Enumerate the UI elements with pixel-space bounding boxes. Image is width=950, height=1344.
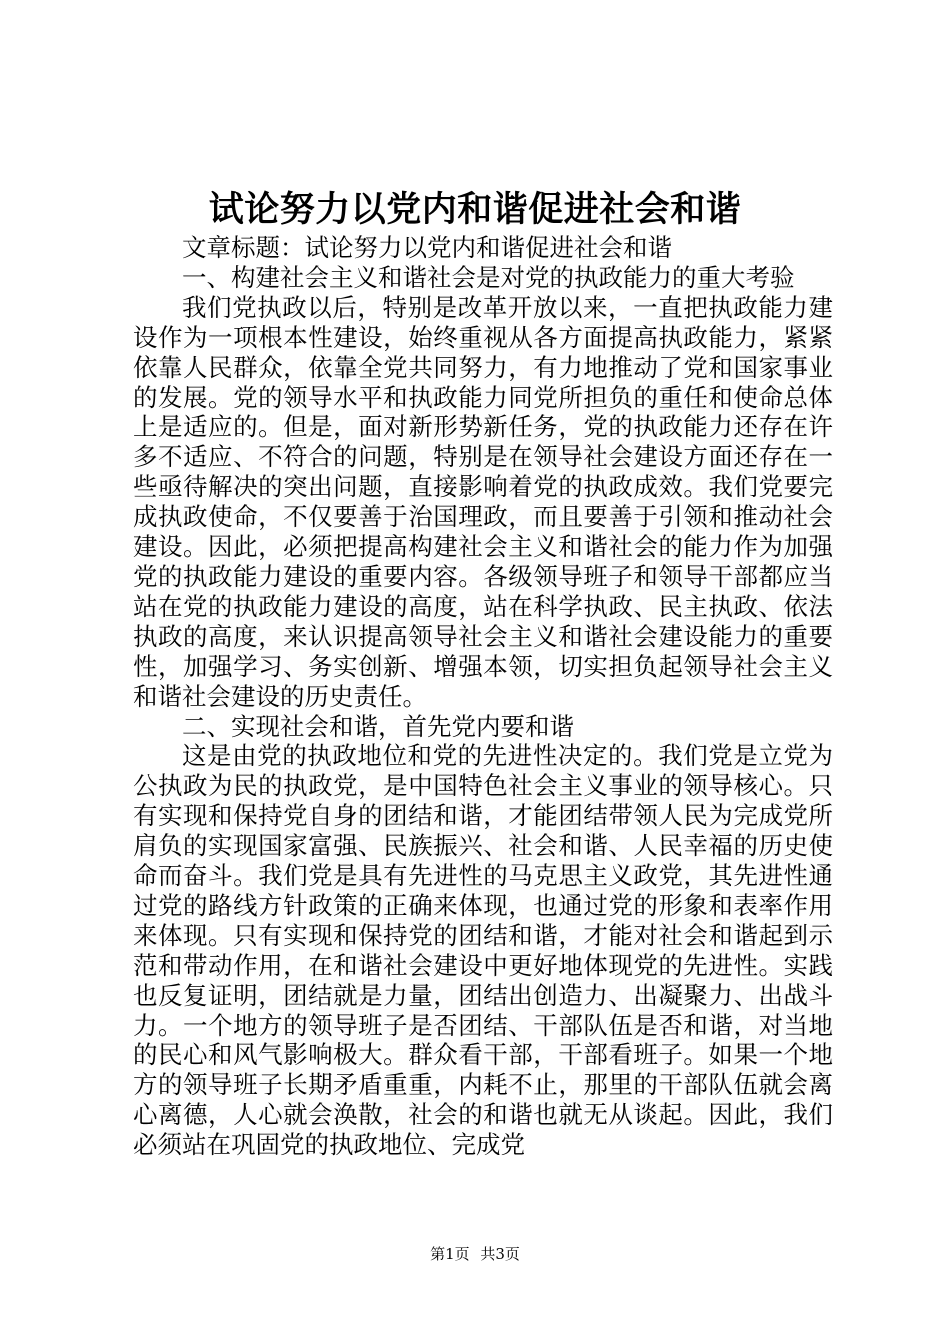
paragraph-section-one-body: 我们党执政以后，特别是改革开放以来，一直把执政能力建设作为一项根本性建设，始终重视从各方面提高执政能力，紧紧依靠人民群众，依靠全党共同努力，有力地推动了党和国家事业的发展。党的领导水平和执政能力同党所担负的重任和使命总体上是适应的。但是，面对新形势新任务，党的执政能力还存在许多不适应、不符合的问题，特别是在领导社会建设方面还存在一些亟待解决的突出问题，直接影响着党的执政成效。我们党要完成执政使命，不仅要善于治国理政，而且要善于引领和推动社会建设。因此，必须把提高构建社会主义和谐社会的能力作为加强党的执政能力建设的重要内容。各级领导班子和领导干部都应当站在党的执政能力建设的高度，站在科学执政、民主执政、依法执政的高度，来认识提高领导社会主义和谐社会建设能力的重要性，加强学习、务实创新、增强本领，切实担负起领导社会主义和谐社会建设的历史责任。 (133, 292, 833, 711)
document-title: 试论努力以党内和谐促进社会和谐 (208, 190, 742, 230)
paragraph-section-one-heading: 一、构建社会主义和谐社会是对党的执政能力的重大考验 (182, 262, 795, 292)
page-total: 共3页 (480, 1245, 520, 1263)
page-number: 第1页 (430, 1245, 470, 1263)
paragraph-section-two-heading: 二、实现社会和谐，首先党内要和谐 (182, 711, 574, 741)
document-body (133, 233, 833, 1160)
paragraph-section-two-body: 这是由党的执政地位和党的先进性决定的。我们党是立党为公执政为民的执政党，是中国特色社会主义事业的领导核心。只有实现和保持党自身的团结和谐，才能团结带领人民为完成党所肩负的实现国家富强、民族振兴、社会和谐、人民幸福的历史使命而奋斗。我们党是具有先进性的马克思主义政党，其先进性通过党的路线方针政策的正确来体现，也通过党的形象和表率作用来体现。只有实现和保持党的团结和谐，才能对社会和谐起到示范和带动作用，在和谐社会建设中更好地体现党的先进性。实践也反复证明，团结就是力量，团结出创造力、出凝聚力、出战斗力。一个地方的领导班子是否团结、干部队伍是否和谐，对当地的民心和风气影响极大。群众看干部，干部看班子。如果一个地方的领导班子长期矛盾重重，内耗不止，那里的干部队伍就会离心离德，人心就会涣散，社会的和谐也就无从谈起。因此，我们必须站在巩固党的执政地位、完成党 (133, 741, 833, 1160)
paragraph-article-heading: 文章标题：试论努力以党内和谐促进社会和谐 (182, 233, 672, 262)
page-footer (0, 1244, 950, 1264)
